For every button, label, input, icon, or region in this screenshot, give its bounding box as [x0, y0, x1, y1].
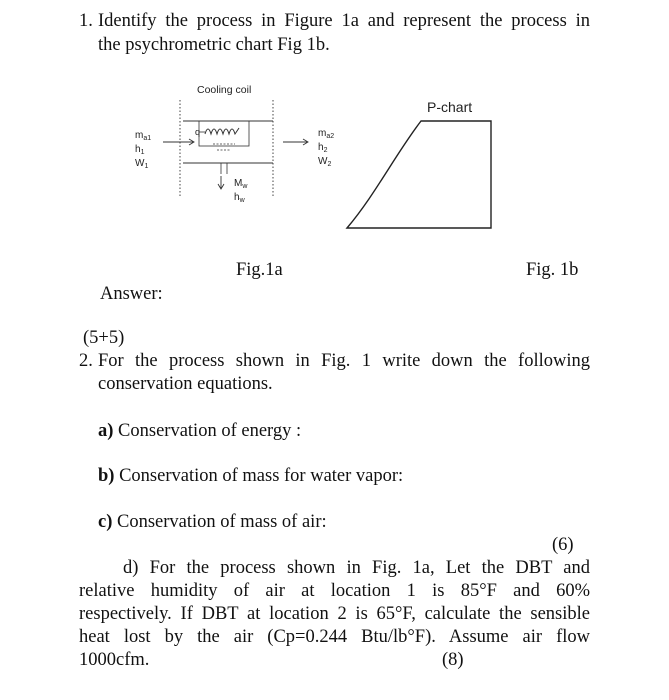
outlet-h-sub: 2: [323, 147, 328, 154]
inlet-h: h: [135, 144, 141, 155]
svg-text:Mw: [234, 178, 248, 190]
q2-part-d-line1: d) For the process shown in Fig. 1a, Let the DBT and: [123, 558, 590, 578]
fig1b-caption: Fig. 1b: [526, 260, 579, 280]
q2-text-line1: For the process shown in Fig. 1 write down the following: [98, 351, 590, 371]
coil-label: Cooling coil: [197, 84, 252, 96]
q1-text-line2: the psychrometric chart Fig 1b.: [98, 35, 330, 55]
condensate-h-sub: w: [239, 197, 245, 204]
q2-part-a: [98, 420, 301, 442]
svg-text:h1: [135, 144, 145, 156]
figure-1b-psychrometric-chart: [335, 95, 510, 235]
q2-part-d-line3: respectively. If DBT at location 2 is 65°F, calculate the sensible: [79, 604, 590, 624]
outlet-h: h: [318, 142, 324, 153]
chart-outline: [347, 121, 491, 228]
condensate-m-sub: w: [242, 183, 248, 190]
outlet-m: m: [318, 128, 327, 139]
marks-d: (8): [442, 650, 464, 670]
q2-part-d-line2: relative humidity of air at location 1 is 85°F and 60%: [79, 581, 590, 601]
q2-part-b: [98, 465, 403, 487]
q2-part-c-text: Conservation of mass of air:: [117, 512, 327, 532]
inlet-m-sub: a1: [143, 135, 152, 142]
q2-part-a-label: a): [98, 421, 114, 441]
fig1a-caption: Fig.1a: [236, 260, 283, 280]
marks-q1: (5+5): [83, 328, 125, 348]
q2-part-b-text: Conservation of mass for water vapor:: [119, 466, 404, 486]
answer-label: Answer:: [100, 284, 163, 304]
condensate-h: h: [234, 192, 240, 203]
p-chart-title: P-chart: [427, 99, 473, 115]
q2-part-a-text: Conservation of energy :: [118, 421, 302, 441]
q2-number: 2.: [79, 351, 93, 371]
inlet-h-sub: 1: [140, 149, 145, 156]
condensate-m: M: [234, 178, 243, 189]
outlet-w: W: [318, 156, 328, 167]
q1-number: 1.: [79, 11, 93, 31]
svg-text:W2: [318, 156, 331, 168]
q1-text-line1: Identify the process in Figure 1a and represent the process in: [98, 11, 590, 31]
q2-text-line2: conservation equations.: [98, 374, 273, 394]
svg-text:W1: [135, 158, 148, 170]
q2-part-b-label: b): [98, 466, 115, 486]
figure-1a-cooling-coil-diagram: [125, 78, 365, 218]
q2-part-c-label: c): [98, 512, 113, 532]
inlet-m: m: [135, 130, 144, 141]
q2-part-d-line4: heat lost by the air (Cp=0.244 Btu/lb°F). Assume air flow: [79, 627, 590, 647]
marks-abc: (6): [552, 535, 574, 555]
outlet-m-sub: a2: [326, 133, 335, 140]
svg-text:ma2: [318, 128, 334, 140]
q-label: q: [195, 127, 201, 137]
inlet-w-sub: 1: [144, 163, 149, 170]
coil-loops: [205, 128, 239, 134]
svg-text:hw: [234, 192, 246, 204]
q2-part-d-line5: 1000cfm.: [79, 650, 150, 670]
svg-text:h2: [318, 142, 328, 154]
outlet-w-sub: 2: [327, 161, 332, 168]
svg-text:ma1: [135, 130, 151, 142]
q2-part-c: [98, 511, 327, 533]
inlet-w: W: [135, 158, 145, 169]
